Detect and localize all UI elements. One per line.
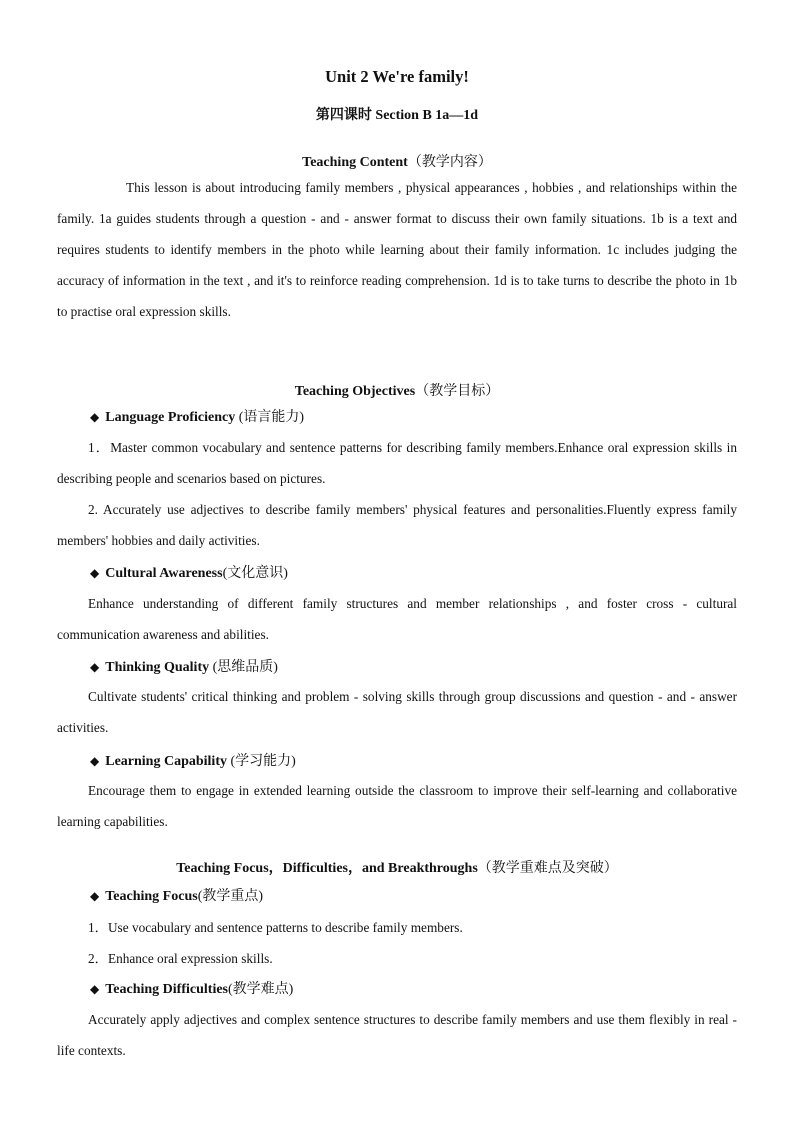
diff-label-zh: (教学难点) — [228, 982, 294, 997]
thinking-paragraph: Cultivate students' critical thinking and problem - solving skills through group discussions and question - and - answer activities. — [57, 689, 737, 735]
teaching-focus-heading — [90, 885, 263, 905]
thinking-label-en: Thinking Quality — [105, 660, 210, 675]
culture-paragraph: Enhance understanding of different family structures and member relationships , and foster cross - cultural communication awareness and abilities. — [57, 596, 737, 642]
objectives-heading — [57, 380, 737, 400]
diamond-bullet-icon: ◆ — [90, 660, 100, 674]
language-proficiency-heading — [90, 406, 304, 426]
lesson-subtitle: 第四课时 Section B 1a—1d — [315, 108, 479, 123]
language-label-en: Language Proficiency — [105, 410, 236, 425]
learning-label-zh: (学习能力) — [230, 754, 296, 769]
thinking-label-zh: (思维品质) — [212, 660, 278, 675]
difficulties-paragraph: Accurately apply adjectives and complex sentence structures to describe family members and use them flexibly in real - life contexts. — [57, 1012, 737, 1058]
language-label-zh: (语言能力) — [238, 410, 305, 425]
diamond-bullet-icon: ◆ — [90, 566, 100, 580]
diamond-bullet-icon: ◆ — [90, 410, 100, 424]
learning-label-en: Learning Capability — [105, 754, 227, 769]
cultural-awareness-heading — [90, 562, 288, 582]
focus-label-zh: (教学重点) — [197, 889, 264, 904]
culture-label-en: Cultural Awareness — [105, 566, 223, 581]
teaching-difficulties-heading — [90, 978, 293, 998]
content-paragraph: This lesson is about introducing family members , physical appearances , hobbies , and relationships within the family. 1a guides students through a question - and - answer format to discuss their own family situations. 1b is a text and requires students to identify members in the photo while learning about their family information. 1c includes judging the accuracy of information in the text , and it's to reinforce reading comprehension. 1d is to take turns to describe the photo in 1b to practise oral expression skills. — [57, 180, 737, 319]
diamond-bullet-icon: ◆ — [90, 754, 100, 768]
objectives-heading-zh: （教学目标） — [415, 384, 500, 399]
focus-item-1: 1．Use vocabulary and sentence patterns to describe family members. — [88, 920, 463, 935]
language-item-1: 1．Master common vocabulary and sentence patterns for describing family members.Enhance oral expression skills in describing people and scenarios based on pictures. — [57, 440, 737, 486]
unit-title: Unit 2 We're family! — [325, 67, 469, 86]
diamond-bullet-icon: ◆ — [90, 982, 100, 996]
culture-label-zh: (文化意识) — [222, 566, 288, 581]
content-heading — [57, 151, 737, 171]
learning-capability-heading — [90, 750, 296, 770]
objectives-heading-en: Teaching Objectives — [294, 384, 416, 399]
learning-paragraph: Encourage them to engage in extended learning outside the classroom to improve their self-learning and collaborative learning capabilities. — [57, 783, 737, 829]
focus-heading-zh: （教学重难点及突破） — [477, 861, 618, 876]
focus-label-en: Teaching Focus — [105, 889, 198, 904]
content-heading-en: Teaching Content — [302, 155, 408, 170]
focus-heading — [57, 857, 737, 877]
diff-label-en: Teaching Difficulties — [105, 982, 228, 997]
language-item-2: 2. Accurately use adjectives to describe family members' physical features and personalities.Fluently express family members' hobbies and daily activities. — [57, 502, 737, 548]
diamond-bullet-icon: ◆ — [90, 889, 100, 903]
focus-heading-en: Teaching Focus，Difficulties，and Breakthroughs — [176, 861, 478, 876]
thinking-quality-heading — [90, 656, 278, 676]
content-heading-zh: （教学内容） — [407, 155, 492, 170]
focus-item-2: 2．Enhance oral expression skills. — [88, 951, 273, 966]
